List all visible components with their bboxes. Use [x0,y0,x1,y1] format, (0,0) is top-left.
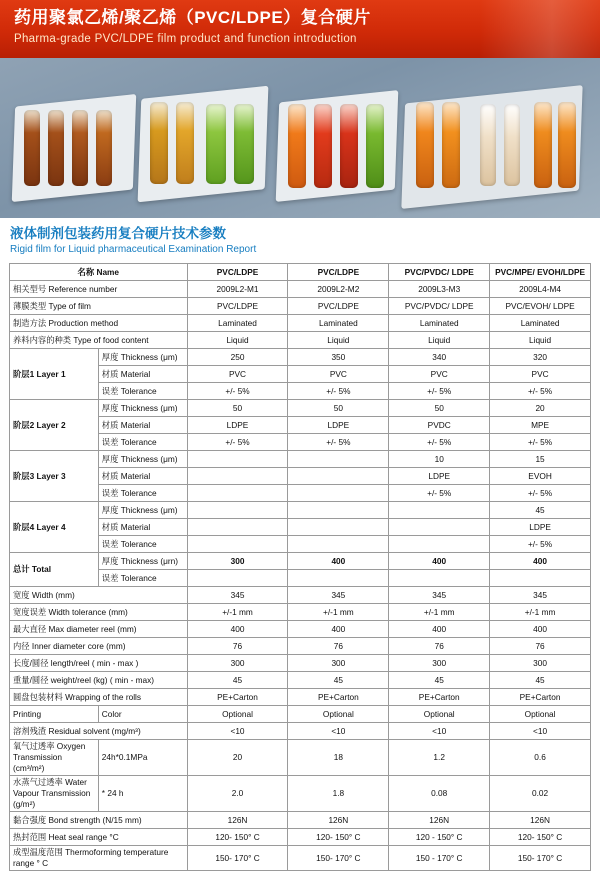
table-header-row [10,264,591,281]
row-label: 阶层2 Layer 2 [10,400,99,451]
cell-value: 126N [187,812,288,829]
ampoule-green-1 [206,104,226,184]
row-sublabel: 厚度 Thickness (μm) [98,349,187,366]
cell-value [187,536,288,553]
cell-value [288,451,389,468]
cell-value: PVC/EVOH/ LDPE [490,298,591,315]
cell-value: 340 [389,349,490,366]
cell-value: PVDC [389,417,490,434]
table-row [10,281,591,298]
row-label: 氧气过透率 Oxygen Transmission (cm³/m²) [10,740,99,776]
cell-value: +/- 5% [389,485,490,502]
row-label: Printing [10,706,99,723]
table-row [10,553,591,570]
row-label: 成型温度范围 Thermoforming temperature range ° C [10,846,188,871]
cell-value: PVC/PVDC/ LDPE [389,298,490,315]
table-row [10,451,591,468]
table-row [10,638,591,655]
row-sublabel: Color [98,706,187,723]
cell-value: 45 [288,672,389,689]
cell-value: Optional [187,706,288,723]
cell-value: 400 [288,621,389,638]
cell-value [389,519,490,536]
row-sublabel: 误差 Tolerance [98,536,187,553]
cell-value: +/-1 mm [490,604,591,621]
row-label: 黏合强度 Bond strength (N/15 mm) [10,812,188,829]
cell-value: Laminated [187,315,288,332]
cell-value: +/- 5% [389,383,490,400]
row-label: 重量/圆径 weight/reel (kg) ( min - max) [10,672,188,689]
document-header [0,0,600,58]
cell-value: PVC [490,366,591,383]
row-label: 阶层3 Layer 3 [10,451,99,502]
ampoule-clear-1 [480,104,496,186]
cell-value: 2009L2-M2 [288,281,389,298]
cell-value: +/-1 mm [389,604,490,621]
cell-value: 345 [389,587,490,604]
cell-value: PE+Carton [288,689,389,706]
cell-value: +/- 5% [490,383,591,400]
row-sublabel: 厚度 Thickness (μm) [98,400,187,417]
cell-value: +/- 5% [288,383,389,400]
ampoule-green-3 [366,104,384,188]
cell-value: 18 [288,740,389,776]
table-row [10,502,591,519]
row-sublabel: 厚度 Thickness (μm) [98,502,187,519]
cell-value: 345 [288,587,389,604]
ampoule-brown-3 [72,110,88,186]
row-sublabel: 材质 Material [98,519,187,536]
cell-value: 126N [288,812,389,829]
cell-value: 2009L3-M3 [389,281,490,298]
row-label: 阶层1 Layer 1 [10,349,99,400]
cell-value: 400 [187,621,288,638]
ampoule-green-2 [234,104,254,184]
ampoule-red-2 [340,104,358,188]
ampoule-brown-4 [96,110,112,186]
cell-value: LDPE [490,519,591,536]
cell-value: PVC/LDPE [187,298,288,315]
ampoule-red-1 [314,104,332,188]
cell-value: Optional [490,706,591,723]
table-row [10,587,591,604]
cell-value: 126N [490,812,591,829]
row-sublabel: 误差 Tolerance [98,570,187,587]
table-header-col-3: PVC/PVDC/ LDPE [389,264,490,281]
cell-value [389,536,490,553]
section-title-cn: 液体制剂包装药用复合硬片技术参数 [10,226,226,241]
cell-value: Laminated [389,315,490,332]
cell-value: 345 [187,587,288,604]
cell-value: PVC [288,366,389,383]
cell-value: 10 [389,451,490,468]
cell-value: 126N [389,812,490,829]
cell-value: 150 - 170° C [389,846,490,871]
cell-value: 2009L4-M4 [490,281,591,298]
cell-value: 400 [490,621,591,638]
cell-value [288,485,389,502]
cell-value: 120- 150° C [288,829,389,846]
row-sublabel: 厚度 Thickness (μm) [98,451,187,468]
cell-value: Liquid [288,332,389,349]
row-sublabel: 误差 Tolerance [98,434,187,451]
cell-value: 45 [490,502,591,519]
row-label: 热封范围 Heat seal range °C [10,829,188,846]
ampoule-amber-2 [176,102,194,184]
cell-value: LDPE [389,468,490,485]
table-row [10,400,591,417]
cell-value: Laminated [490,315,591,332]
ampoule-clear-2 [504,104,520,186]
ampoule-brown-2 [48,110,64,186]
spec-table [9,263,591,871]
ampoule-orange-3 [442,102,460,188]
row-sublabel: 24h*0.1MPa [98,740,187,776]
cell-value [187,570,288,587]
table-row [10,740,591,776]
row-label: 制造方法 Production method [10,315,188,332]
cell-value: +/- 5% [490,536,591,553]
cell-value: 76 [288,638,389,655]
row-sublabel: 误差 Tolerance [98,485,187,502]
row-label: 圆盘包装材料 Wrapping of the rolls [10,689,188,706]
header-title-en: Pharma-grade PVC/LDPE film product and function introduction [14,33,357,45]
cell-value: <10 [490,723,591,740]
ampoule-orange-2 [416,102,434,188]
cell-value: 320 [490,349,591,366]
table-row [10,723,591,740]
cell-value: 20 [187,740,288,776]
cell-value: LDPE [187,417,288,434]
table-header-name: 名称 Name [10,264,188,281]
cell-value [288,570,389,587]
cell-value: 76 [389,638,490,655]
cell-value: 150- 170° C [490,846,591,871]
cell-value: 120 - 150° C [389,829,490,846]
row-sublabel: * 24 h [98,776,187,812]
table-row [10,655,591,672]
cell-value: 300 [389,655,490,672]
cell-value: Optional [288,706,389,723]
cell-value: +/- 5% [490,434,591,451]
row-label: 最大直径 Max diameter reel (mm) [10,621,188,638]
section-title [0,218,600,261]
cell-value: EVOH [490,468,591,485]
table-row [10,706,591,723]
row-label: 宽度 Width (mm) [10,587,188,604]
cell-value: PVC [389,366,490,383]
cell-value: Liquid [389,332,490,349]
cell-value: Liquid [187,332,288,349]
cell-value: PE+Carton [490,689,591,706]
cell-value: PE+Carton [187,689,288,706]
ampoule-orange-1 [288,104,306,188]
cell-value: +/- 5% [187,383,288,400]
cell-value: 45 [490,672,591,689]
row-label: 溶剂残渣 Residual solvent (mg/m³) [10,723,188,740]
cell-value: 0.08 [389,776,490,812]
ampoule-brown-1 [24,110,40,186]
cell-value [187,485,288,502]
row-sublabel: 厚度 Thickness (μrn) [98,553,187,570]
cell-value: 0.6 [490,740,591,776]
cell-value [187,468,288,485]
cell-value: 150- 170° C [288,846,389,871]
header-title-cn: 药用聚氯乙烯/聚乙烯（PVC/LDPE）复合硬片 [14,8,371,27]
cell-value: Optional [389,706,490,723]
cell-value: 15 [490,451,591,468]
cell-value: Laminated [288,315,389,332]
table-row [10,776,591,812]
cell-value: 400 [490,553,591,570]
cell-value: 2.0 [187,776,288,812]
row-label: 总计 Total [10,553,99,587]
cell-value [187,451,288,468]
cell-value: 1.8 [288,776,389,812]
table-row [10,349,591,366]
cell-value: 120- 150° C [490,829,591,846]
section-title-en: Rigid film for Liquid pharmaceutical Examination Report [10,244,257,255]
cell-value: <10 [389,723,490,740]
cell-value: +/- 5% [389,434,490,451]
cell-value: 50 [389,400,490,417]
table-row [10,604,591,621]
cell-value: +/- 5% [490,485,591,502]
table-header-col-4: PVC/MPE/ EVOH/LDPE [490,264,591,281]
cell-value: <10 [187,723,288,740]
table-row [10,689,591,706]
cell-value: PVC/LDPE [288,298,389,315]
cell-value: 400 [389,553,490,570]
cell-value: 2009L2-M1 [187,281,288,298]
cell-value: 0.02 [490,776,591,812]
cell-value: 350 [288,349,389,366]
table-row [10,846,591,871]
table-row [10,298,591,315]
cell-value: 400 [288,553,389,570]
ampoule-orange-5 [558,102,576,188]
cell-value: 50 [187,400,288,417]
row-label: 内径 Inner diameter core (mm) [10,638,188,655]
cell-value: 300 [288,655,389,672]
row-label: 薄膜类型 Type of film [10,298,188,315]
cell-value: 76 [187,638,288,655]
cell-value: 300 [490,655,591,672]
cell-value: 20 [490,400,591,417]
row-sublabel: 误差 Tolerance [98,383,187,400]
cell-value: LDPE [288,417,389,434]
cell-value [389,502,490,519]
table-row [10,332,591,349]
row-label: 阶层4 Layer 4 [10,502,99,553]
row-sublabel: 材质 Material [98,417,187,434]
ampoule-amber-1 [150,102,168,184]
table-row [10,315,591,332]
cell-value: 300 [187,553,288,570]
row-label: 相关型号 Reference number [10,281,188,298]
cell-value: PE+Carton [389,689,490,706]
cell-value: +/-1 mm [187,604,288,621]
product-photo [0,58,600,218]
cell-value: 45 [389,672,490,689]
cell-value [187,519,288,536]
cell-value: 120- 150° C [187,829,288,846]
table-row [10,621,591,638]
cell-value: Liquid [490,332,591,349]
cell-value: 300 [187,655,288,672]
cell-value [490,570,591,587]
table-header-col-2: PVC/LDPE [288,264,389,281]
cell-value: <10 [288,723,389,740]
row-label: 养料内容的种类 Type of food content [10,332,188,349]
row-sublabel: 材质 Material [98,468,187,485]
row-label: 水蒸气过透率 Water Vapour Transmission (g/m²) [10,776,99,812]
cell-value: 345 [490,587,591,604]
cell-value [288,519,389,536]
cell-value: +/- 5% [288,434,389,451]
cell-value: 150- 170° C [187,846,288,871]
cell-value [288,502,389,519]
cell-value: 1.2 [389,740,490,776]
table-row [10,812,591,829]
table-row [10,829,591,846]
table-row [10,672,591,689]
cell-value: 250 [187,349,288,366]
cell-value: MPE [490,417,591,434]
cell-value: 76 [490,638,591,655]
table-header-col-1: PVC/LDPE [187,264,288,281]
cell-value: PVC [187,366,288,383]
cell-value [187,502,288,519]
cell-value [288,536,389,553]
row-label: 宽度误差 Width tolerance (mm) [10,604,188,621]
cell-value [288,468,389,485]
cell-value: 400 [389,621,490,638]
cell-value: +/- 5% [187,434,288,451]
cell-value: +/-1 mm [288,604,389,621]
row-label: 长度/圆径 length/reel ( min - max ) [10,655,188,672]
cell-value [389,570,490,587]
cell-value: 45 [187,672,288,689]
cell-value: 50 [288,400,389,417]
ampoule-orange-4 [534,102,552,188]
row-sublabel: 材质 Material [98,366,187,383]
